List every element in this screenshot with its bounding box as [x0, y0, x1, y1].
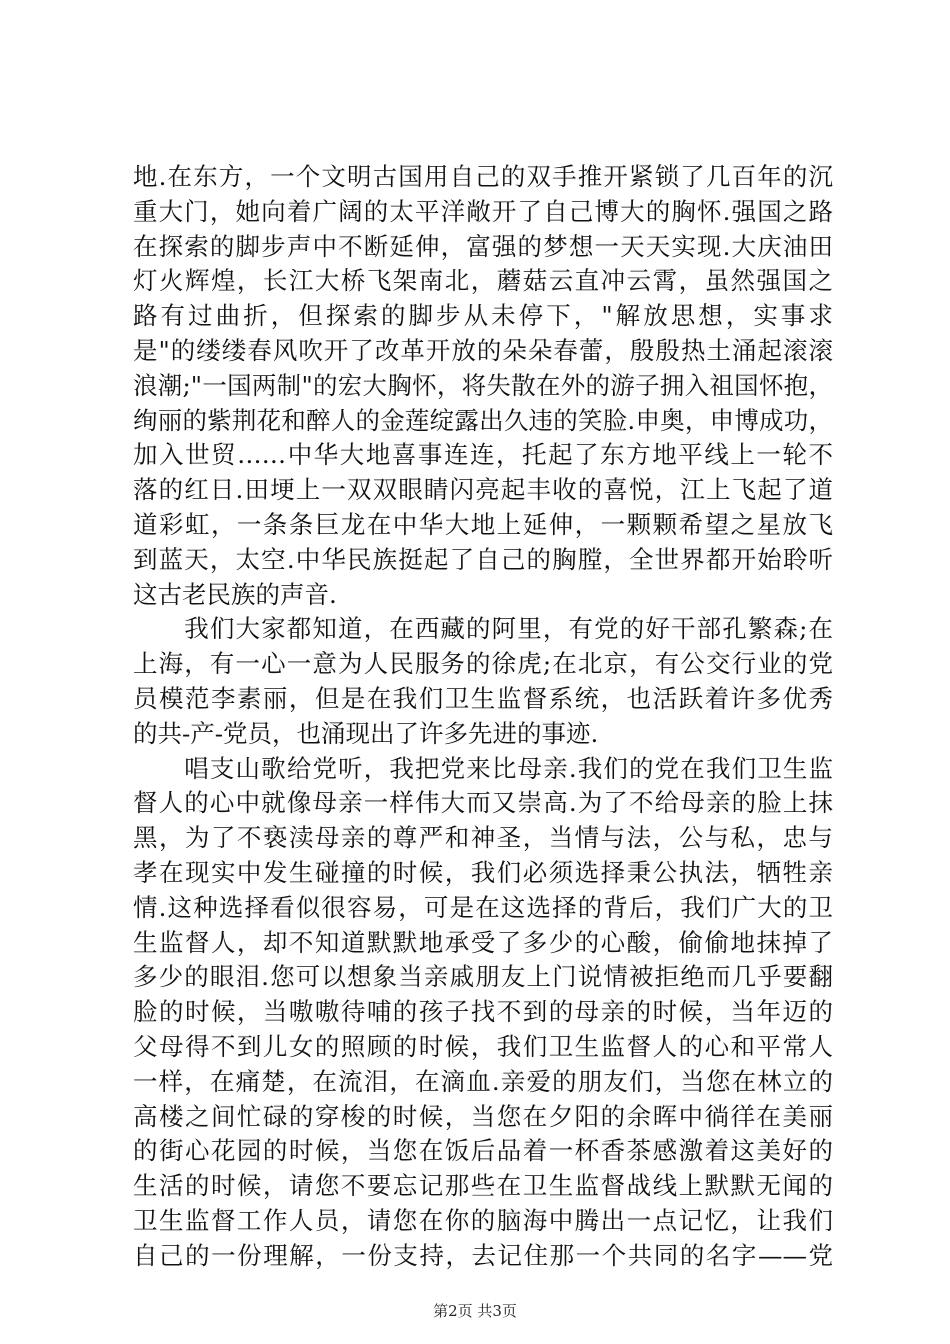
text-line: 高楼之间忙碌的穿梭的时候，当您在夕阳的余晖中徜徉在美丽	[133, 1101, 833, 1131]
text-line: 重大门，她向着广阔的太平洋敞开了自己博大的胸怀.强国之路	[133, 196, 833, 226]
text-line: 是"的缕缕春风吹开了改革开放的朵朵春蕾，殷殷热土涌起滚滚	[133, 335, 833, 365]
page-footer: 第2页 共3页	[433, 1302, 517, 1320]
text-line: 卫生监督工作人员，请您在你的脑海中腾出一点记忆，让我们	[133, 1205, 833, 1235]
text-line: 绚丽的紫荆花和醉人的金莲绽露出久违的笑脸.申奥，申博成功，	[133, 405, 833, 435]
text-line: 的街心花园的时候，当您在饭后品着一杯香茶感激着这美好的	[133, 1136, 833, 1166]
text-line: 落的红日.田埂上一双双眼睛闪亮起丰收的喜悦，江上飞起了道	[133, 475, 833, 505]
text-line: 多少的眼泪.您可以想象当亲戚朋友上门说情被拒绝而几乎要翻	[133, 962, 833, 992]
body-text	[133, 160, 833, 1274]
text-line: 生活的时候，请您不要忘记那些在卫生监督战线上默默无闻的	[133, 1171, 833, 1201]
text-line: 在探索的脚步声中不断延伸，富强的梦想一天天实现.大庆油田	[133, 231, 833, 261]
text-line: 黑，为了不亵渎母亲的尊严和神圣，当情与法，公与私，忠与	[133, 823, 833, 853]
text-line: 唱支山歌给党听，我把党来比母亲.我们的党在我们卫生监	[133, 753, 833, 783]
text-line: 我们大家都知道，在西藏的阿里，有党的好干部孔繁森;在	[133, 614, 833, 644]
text-line: 路有过曲折，但探索的脚步从未停下，"解放思想，实事求	[133, 301, 833, 331]
text-line: 脸的时候，当嗷嗷待哺的孩子找不到的母亲的时候，当年迈的	[133, 997, 833, 1027]
text-line: 到蓝天，太空.中华民族挺起了自己的胸膛，全世界都开始聆听	[133, 544, 833, 574]
text-line: 上海，有一心一意为人民服务的徐虎;在北京，有公交行业的党	[133, 649, 833, 679]
text-line: 父母得不到儿女的照顾的时候，我们卫生监督人的心和平常人	[133, 1031, 833, 1061]
text-line: 生监督人，却不知道默默地承受了多少的心酸，偷偷地抹掉了	[133, 927, 833, 957]
text-line: 的共-产-党员，也涌现出了许多先进的事迹.	[133, 718, 599, 748]
text-line: 浪潮;"一国两制"的宏大胸怀，将失散在外的游子拥入祖国怀抱，	[133, 370, 833, 400]
text-line: 这古老民族的声音.	[133, 579, 337, 609]
text-line: 督人的心中就像母亲一样伟大而又崇高.为了不给母亲的脸上抹	[133, 788, 833, 818]
text-line: 一样，在痛楚，在流泪，在滴血.亲爱的朋友们，当您在林立的	[133, 1066, 833, 1096]
text-line: 加入世贸……中华大地喜事连连，托起了东方地平线上一轮不	[133, 440, 833, 470]
text-line: 道彩虹，一条条巨龙在中华大地上延伸，一颗颗希望之星放飞	[133, 509, 833, 539]
text-line: 自己的一份理解，一份支持，去记住那一个共同的名字——党	[133, 1240, 833, 1270]
text-line: 地.在东方，一个文明古国用自己的双手推开紧锁了几百年的沉	[133, 162, 833, 191]
text-line: 员模范李素丽，但是在我们卫生监督系统，也活跃着许多优秀	[133, 683, 833, 713]
text-line: 灯火辉煌，长江大桥飞架南北，蘑菇云直冲云霄，虽然强国之	[133, 266, 833, 296]
text-line: 孝在现实中发生碰撞的时候，我们必须选择秉公执法，牺牲亲	[133, 857, 833, 887]
text-line: 情.这种选择看似很容易，可是在这选择的背后，我们广大的卫	[133, 892, 833, 922]
